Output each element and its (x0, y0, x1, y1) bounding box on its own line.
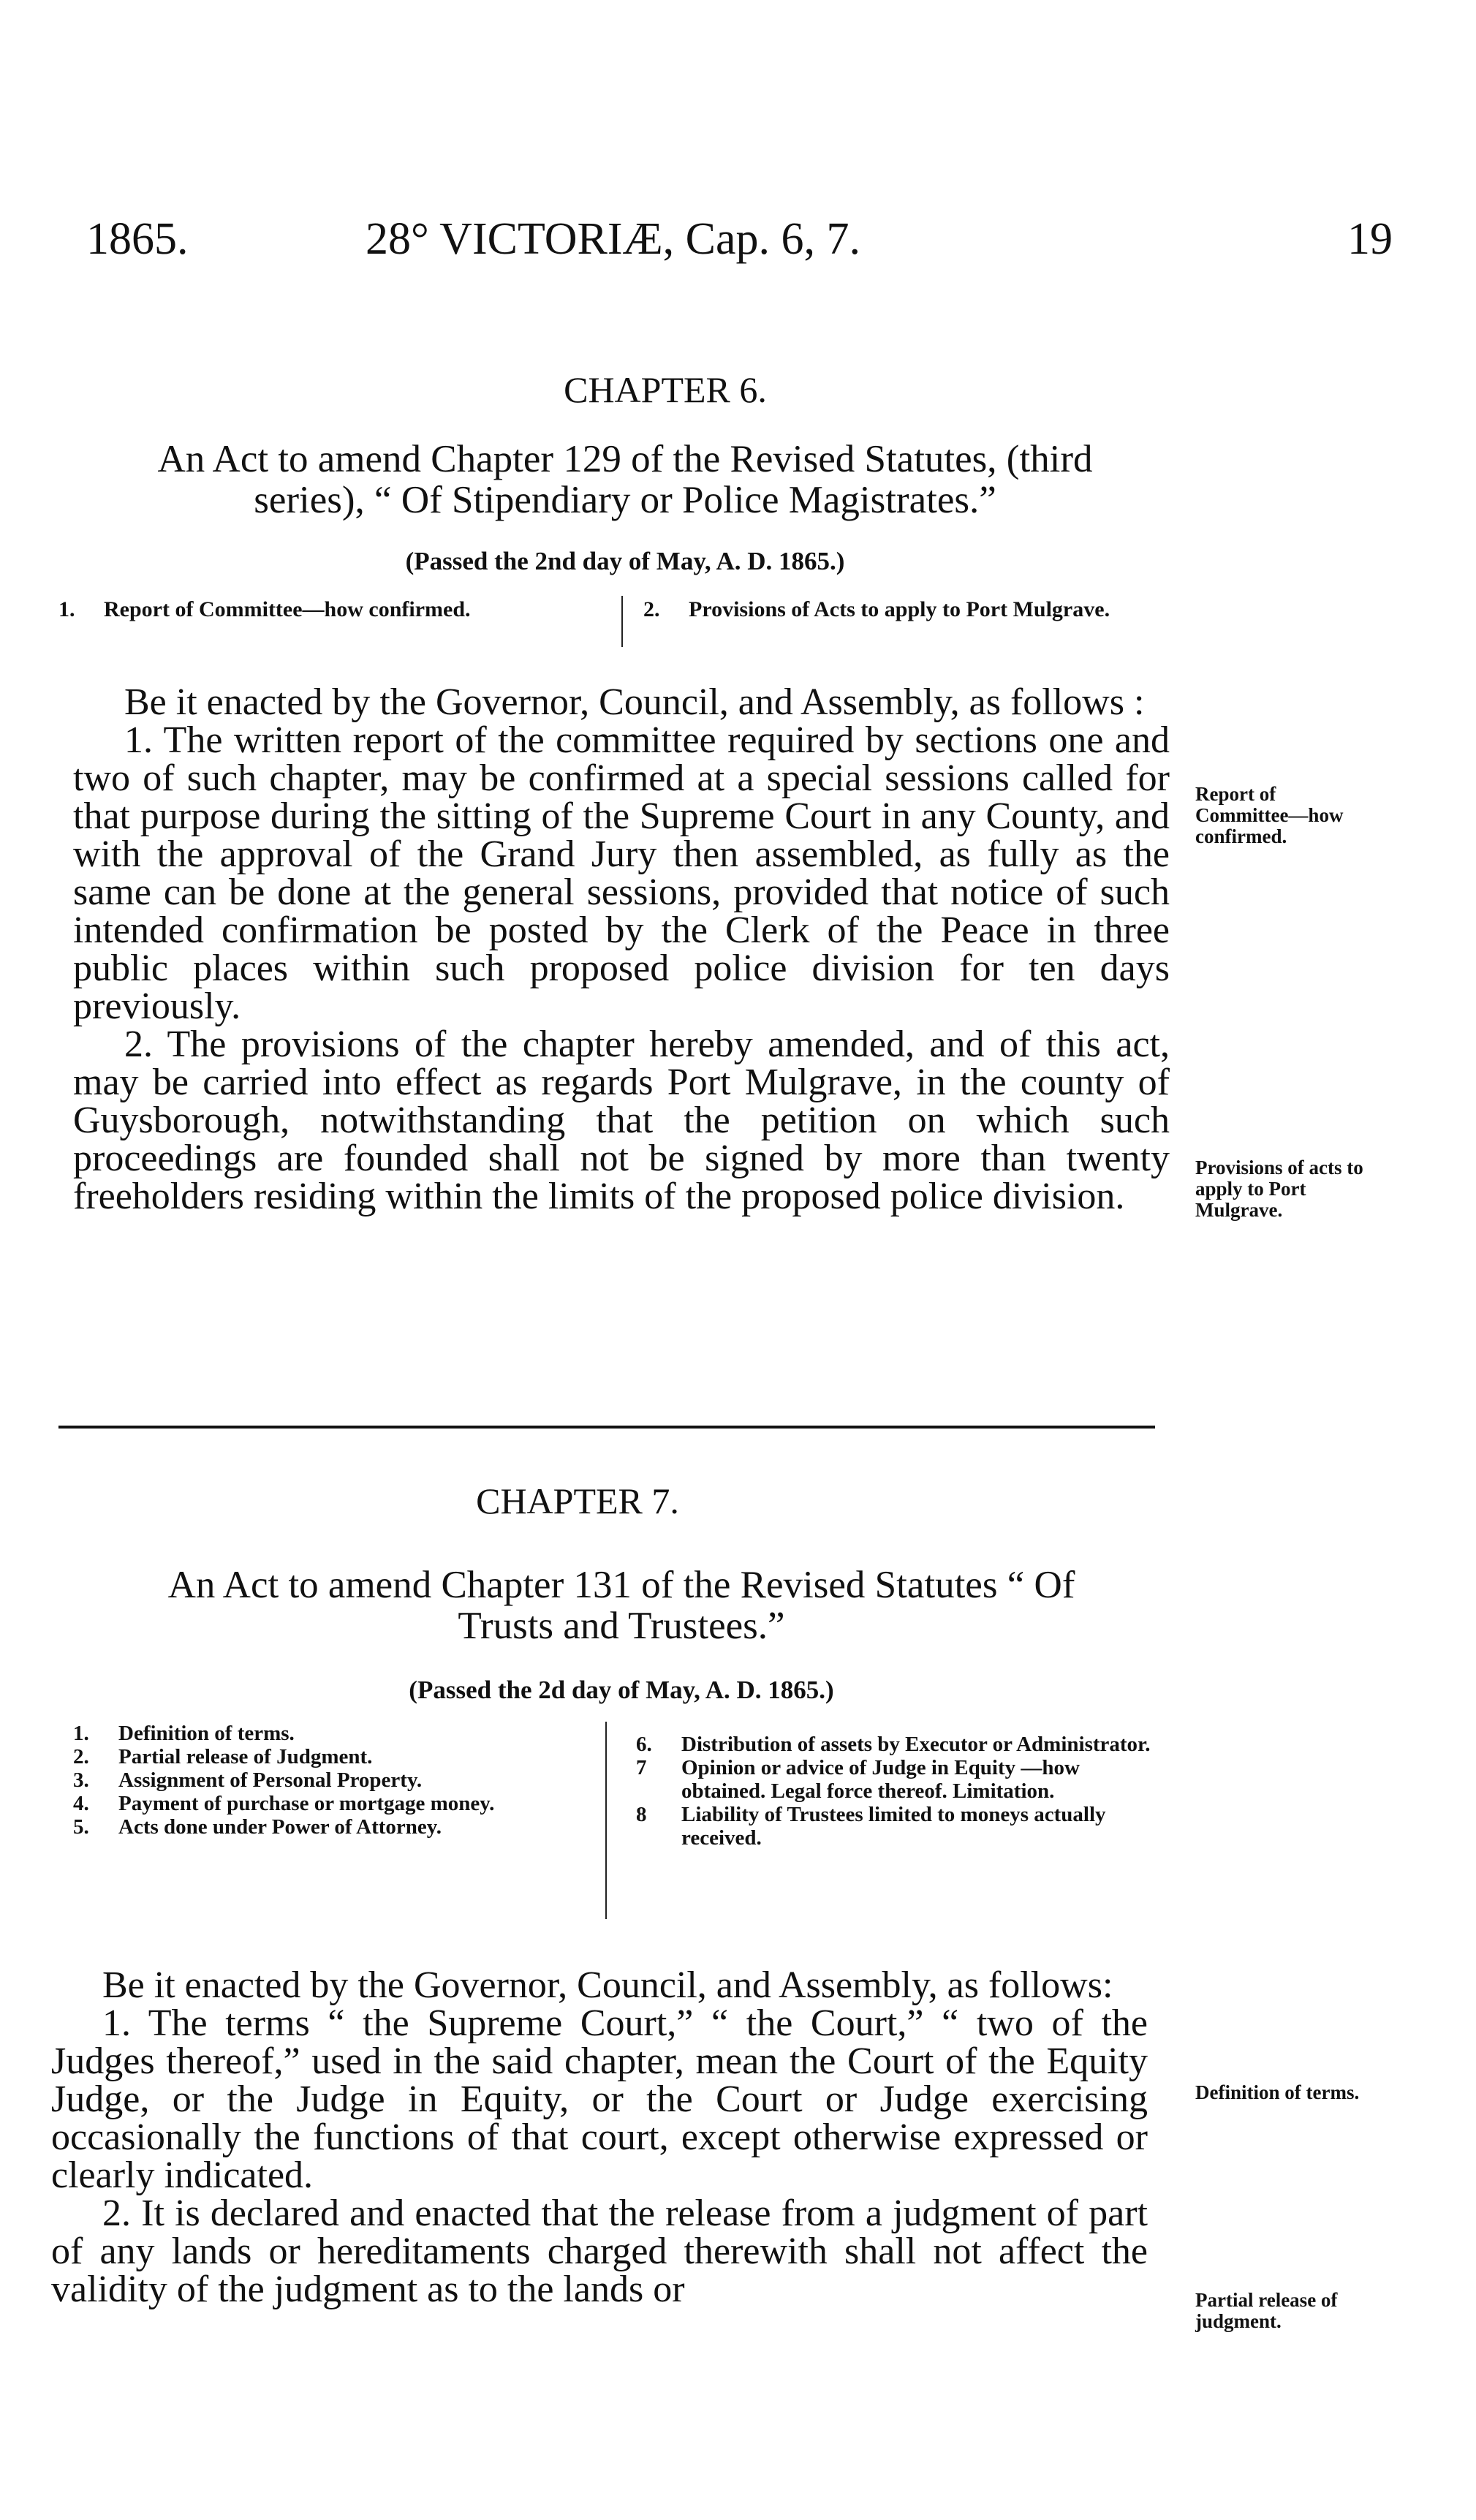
enacting-clause: Be it enacted by the Governor, Council, and Assembly, as follows: (102, 1964, 1113, 2006)
header-year: 1865. (86, 214, 189, 264)
toc-item (73, 1768, 585, 1792)
toc-text: Acts done under Power of Attorney. (118, 1815, 442, 1839)
toc-text: Distribution of assets by Executor or Administrator. (681, 1733, 1151, 1756)
toc-item (636, 1733, 1162, 1756)
page-number: 19 (1347, 214, 1393, 264)
toc-number: 1. (58, 597, 75, 621)
toc-number: 7 (636, 1756, 647, 1779)
running-title: 28° VICTORIÆ, Cap. 6, 7. (366, 214, 860, 264)
toc-number: 2. (643, 597, 660, 621)
toc-item (73, 1722, 585, 1745)
chapter6-passed: (Passed the 2nd day of May, A. D. 1865.) (405, 547, 845, 575)
toc-item (73, 1745, 585, 1768)
chapter7-title-line1: An Act to amend Chapter 131 of the Revised Statutes “ Of (167, 1564, 1075, 1606)
toc-divider (605, 1722, 607, 1919)
chapter7-heading: CHAPTER 7. (476, 1480, 679, 1521)
toc-item (636, 1756, 1162, 1803)
toc-number: 6. (636, 1733, 652, 1756)
side-note-report: Report of Committee—how confirmed. (1195, 783, 1344, 847)
chapter7-body (51, 1964, 1148, 2310)
section-2: 2. It is declared and enacted that the release from a judgment of part of any lands or hereditaments charged therewith shall not affect the validity of the judgment as to the lands or (51, 2192, 1148, 2310)
toc-item (636, 1803, 1162, 1850)
chapter6-body (73, 681, 1170, 1217)
chapter7-toc-left (73, 1722, 585, 1839)
chapter7-title-line2: Trusts and Trustees.” (458, 1605, 785, 1647)
toc-number: 1. (73, 1722, 89, 1745)
toc-item (58, 598, 614, 621)
toc-number: 5. (73, 1815, 89, 1839)
enacting-clause: Be it enacted by the Governor, Council, and Assembly, as follows : (124, 681, 1145, 723)
chapter6-heading: CHAPTER 6. (564, 369, 767, 410)
toc-text: Payment of purchase or mortgage money. (118, 1792, 495, 1815)
toc-item (73, 1792, 585, 1815)
toc-text: Assignment of Personal Property. (118, 1768, 423, 1792)
toc-text: Liability of Trustees limited to moneys actually received. (681, 1803, 1106, 1850)
side-note-partial-release: Partial release of judgment. (1195, 2289, 1338, 2332)
toc-item (643, 598, 1184, 621)
chapter7-toc-right (636, 1733, 1162, 1850)
toc-number: 3. (73, 1768, 89, 1792)
side-note-provisions: Provisions of acts to apply to Port Mulgrave. (1195, 1157, 1363, 1221)
toc-number: 8 (636, 1803, 647, 1826)
toc-text: Definition of terms. (118, 1722, 295, 1745)
chapter6-title-line2: series), “ Of Stipendiary or Police Magistrates.” (254, 479, 996, 521)
toc-number: 4. (73, 1792, 89, 1815)
chapter-divider (58, 1426, 1155, 1429)
side-note-definition: Definition of terms. (1195, 2081, 1360, 2103)
chapter6-title-line1: An Act to amend Chapter 129 of the Revised Statutes, (third (157, 438, 1093, 480)
toc-text: Report of Committee—how confirmed. (104, 597, 471, 621)
section-1: 1. The terms “ the Supreme Court,” “ the Court,” “ two of the Judges thereof,” used in the said chapter, mean the Court of the Equity Judge, or the Judge in Equity, or the Court or Judge exercising occasionally the functions of that court, except otherwise expressed or clearly indicated. (51, 2002, 1148, 2196)
chapter7-passed: (Passed the 2d day of May, A. D. 1865.) (409, 1676, 834, 1704)
toc-number: 2. (73, 1745, 89, 1768)
toc-text: Opinion or advice of Judge in Equity —how obtained. Legal force thereof. Limitation. (681, 1756, 1080, 1803)
section-2: 2. The provisions of the chapter hereby amended, and of this act, may be carried into effect as regards Port Mulgrave, in the county of Guysborough, notwithstanding that the petition on which such proceedings are founded shall not be signed by more than twenty freeholders residing within the limits of the proposed police division. (73, 1023, 1170, 1217)
toc-divider (621, 596, 623, 647)
section-1: 1. The written report of the committee required by sections one and two of such chapter, may be confirmed at a special sessions called for that purpose during the sitting of the Supreme Court in any County, and with the approval of the Grand Jury then assembled, as fully as the same can be done at the general sessions, provided that notice of such intended confirmation be posted by the Clerk of the Peace in three public places within such proposed police division for ten days previously. (73, 719, 1170, 1027)
toc-text: Provisions of Acts to apply to Port Mulgrave. (689, 597, 1110, 621)
toc-item (73, 1815, 585, 1839)
chapter6-toc-right (643, 598, 1184, 621)
chapter6-toc-left (58, 598, 614, 621)
toc-text: Partial release of Judgment. (118, 1745, 373, 1768)
